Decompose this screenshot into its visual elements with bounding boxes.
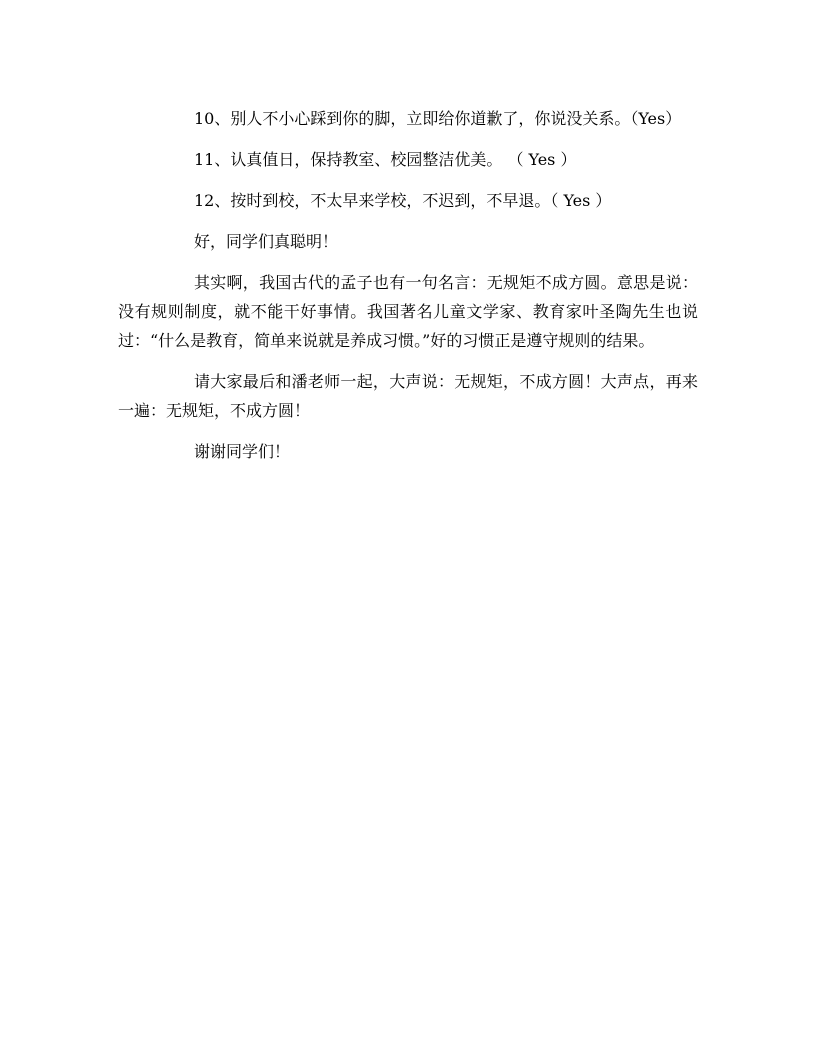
document-body (118, 104, 698, 466)
paragraph-thanks: 谢谢同学们！ (194, 442, 291, 461)
paragraph-praise: 好，同学们真聪明！ (194, 232, 339, 251)
paragraph-call-to-repeat: 请大家最后和潘老师一起，大声说：无规矩，不成方圆！大声点，再来一遍：无规矩，不成方圆！ (118, 372, 698, 420)
paragraph-mencius-quote: 其实啊，我国古代的孟子也有一句名言：无规矩不成方圆。意思是说：没有规则制度，就不能干好事情。我国著名儿童文学家、教育家叶圣陶先生也说过：“什么是教育，简单来说就是养成习惯。”好的习惯正是遵守规则的结果。 (118, 273, 698, 350)
paragraph-item-11: 11、认真值日，保持教室、校园整洁优美。 （ Yes ） (194, 150, 577, 169)
paragraph-item-10: 10、别人不小心踩到你的脚，立即给你道歉了，你说没关系。（Yes） (194, 109, 682, 128)
paragraph-item-12: 12、按时到校，不太早来学校，不迟到，不早退。（ Yes ） (194, 191, 612, 210)
